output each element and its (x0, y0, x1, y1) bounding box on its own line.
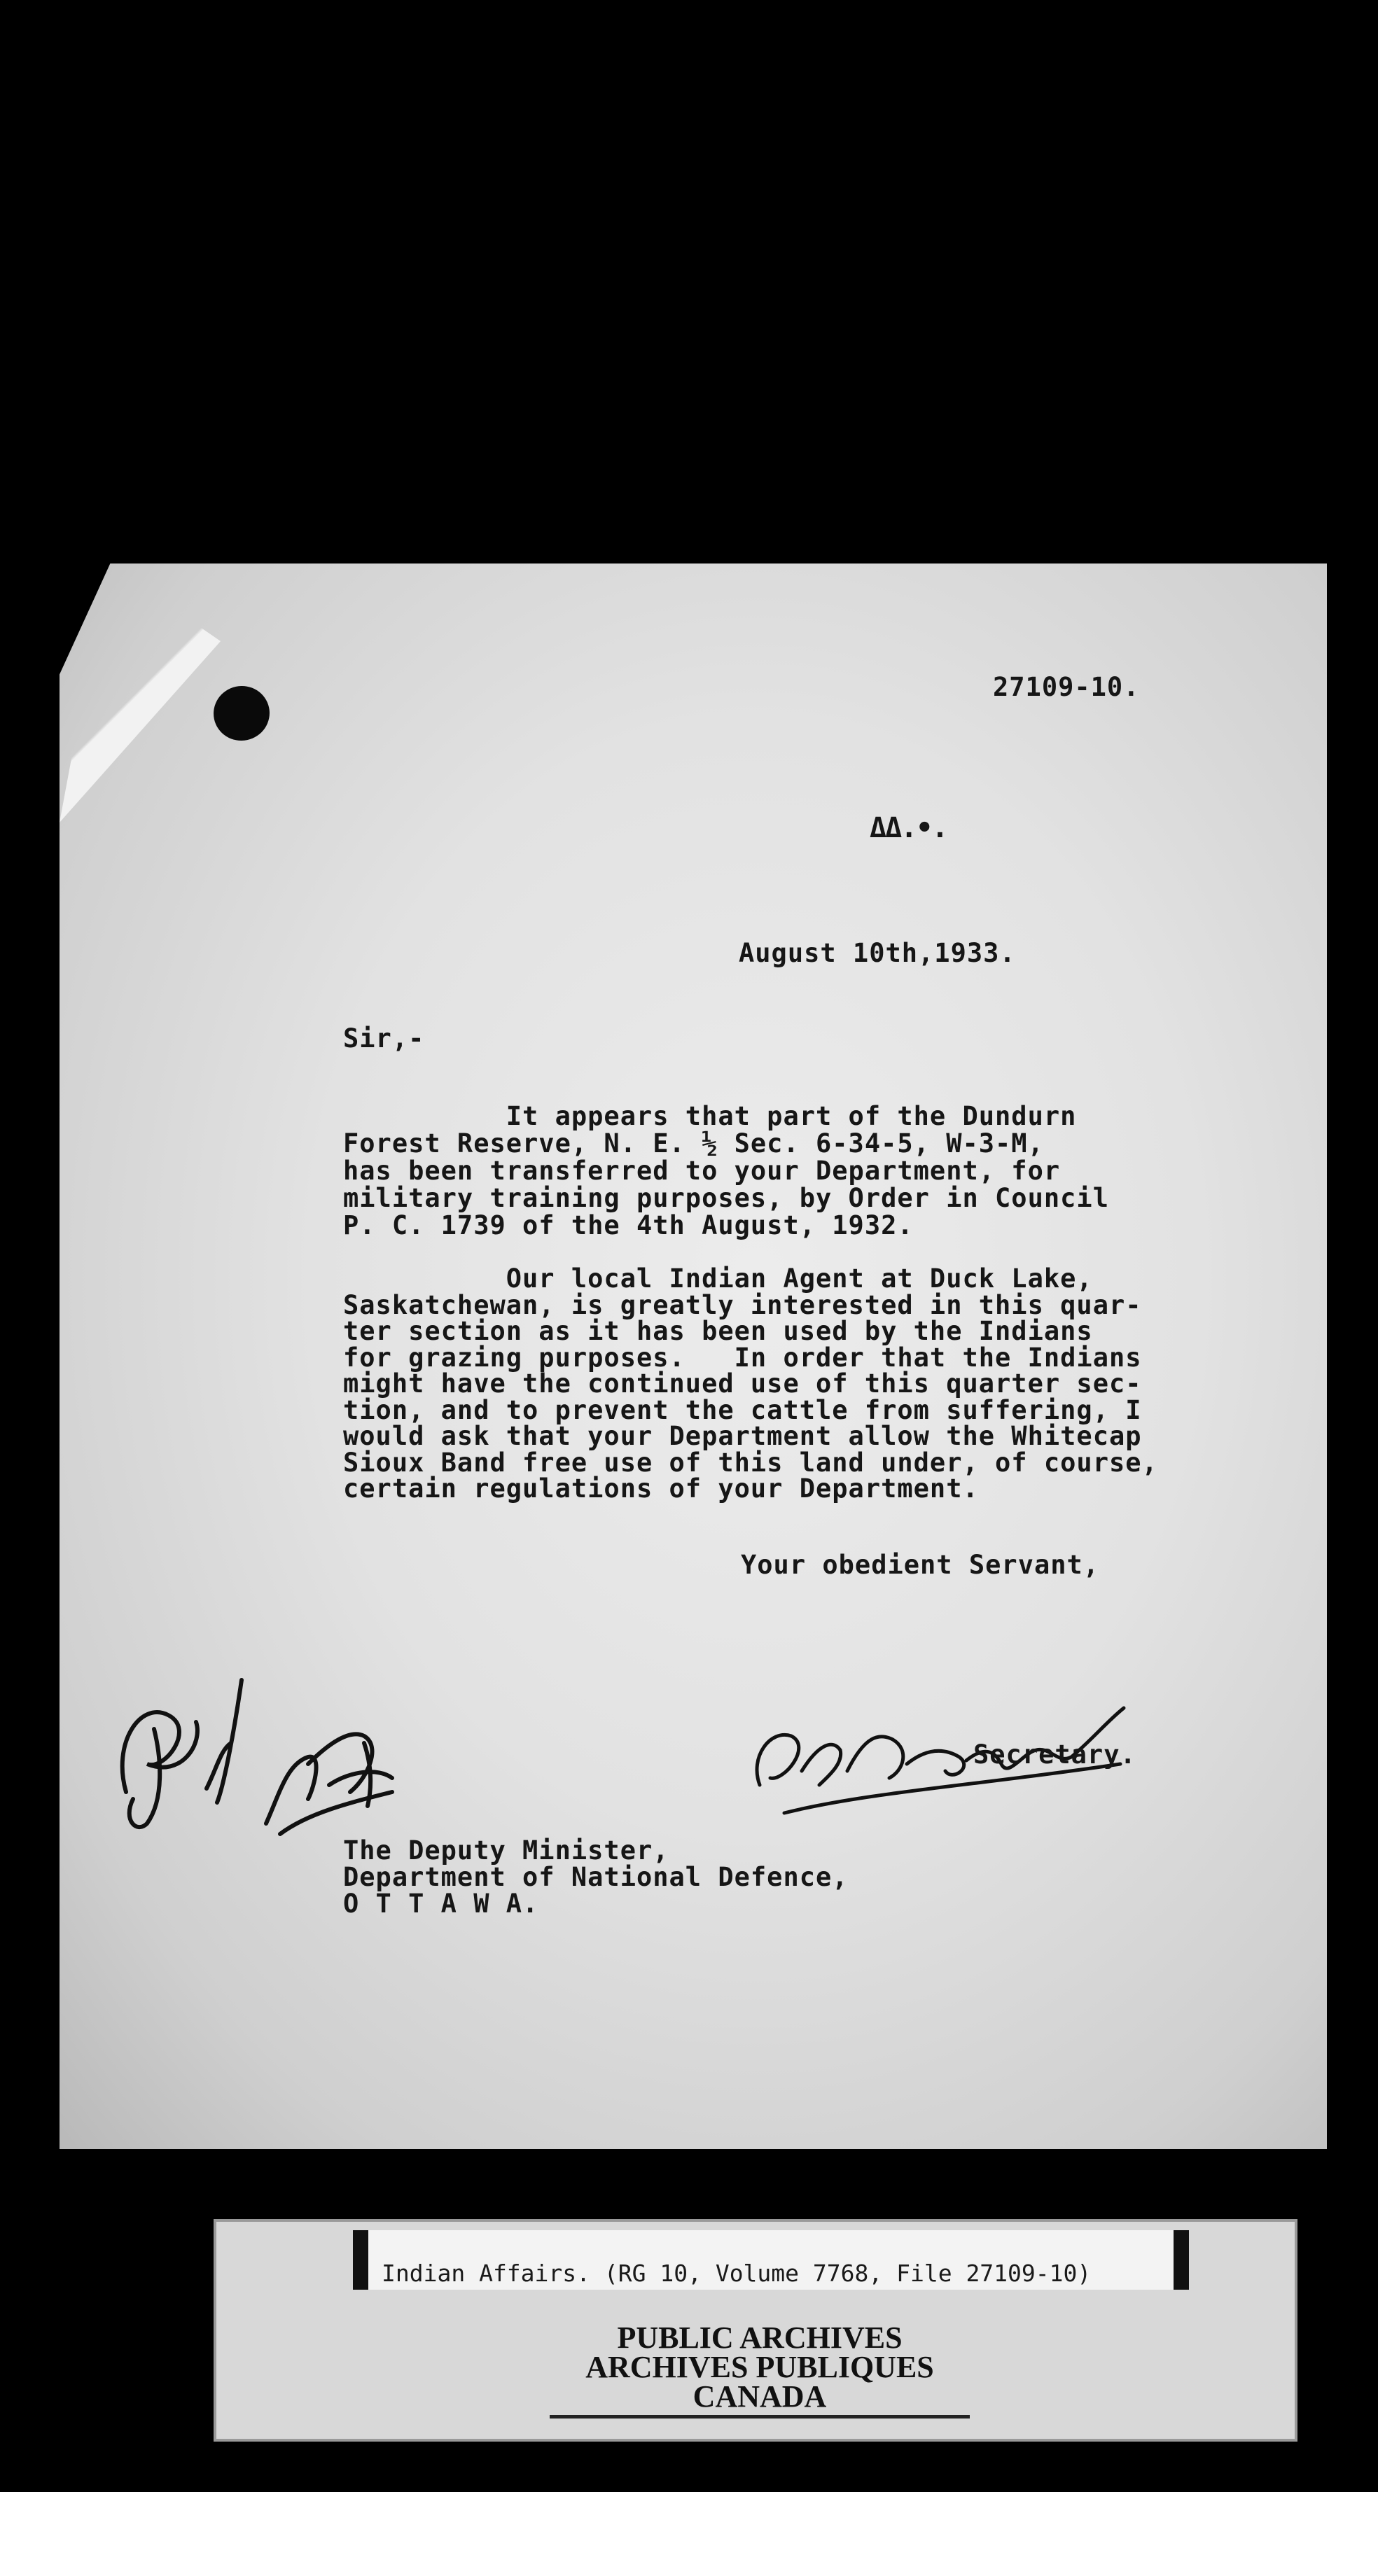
film-margin (0, 2492, 1378, 2576)
initials-mark: ΔΔ.•. (870, 812, 947, 844)
archive-name-french: ARCHIVES PUBLIQUES (585, 2350, 934, 2384)
archive-name-english: PUBLIC ARCHIVES (617, 2320, 903, 2355)
archive-underline (550, 2415, 970, 2418)
closing: Your obedient Servant, (741, 1550, 1100, 1580)
archive-country: CANADA (693, 2379, 827, 2414)
archive-reference: Indian Affairs. (RG 10, Volume 7768, File 27109-10) (382, 2260, 1092, 2287)
handwritten-initials (98, 1624, 413, 1848)
body-paragraph-2: Our local Indian Agent at Duck Lake, Saskatchewan, is greatly interested in this quar- ter section as it has been used by the Indians for grazing purposes. In order that the Indians might have the continued use of this quarter sec- tion, and to prevent the cattle from suffering, I would ask that your Department allow the Whitecap Sioux Band free use of this land under, of course, certain regulations of your Department. (343, 1264, 1158, 1504)
signature-title: Secretary. (973, 1740, 1136, 1770)
body-paragraph-1: It appears that part of the Dundurn Forest Reserve, N. E. ½ Sec. 6-34-5, W-3-M, has been transferred to your Department, for military training purposes, by Order in Council P. C. 1739 of the 4th August, 1932. (343, 1101, 1109, 1240)
letter-date: August 10th,1933. (739, 938, 1016, 968)
recipient-address: The Deputy Minister, Department of National Defence, O T T A W A. (343, 1835, 849, 1919)
file-number: 27109-10. (993, 672, 1140, 702)
salutation: Sir,- (343, 1023, 425, 1054)
